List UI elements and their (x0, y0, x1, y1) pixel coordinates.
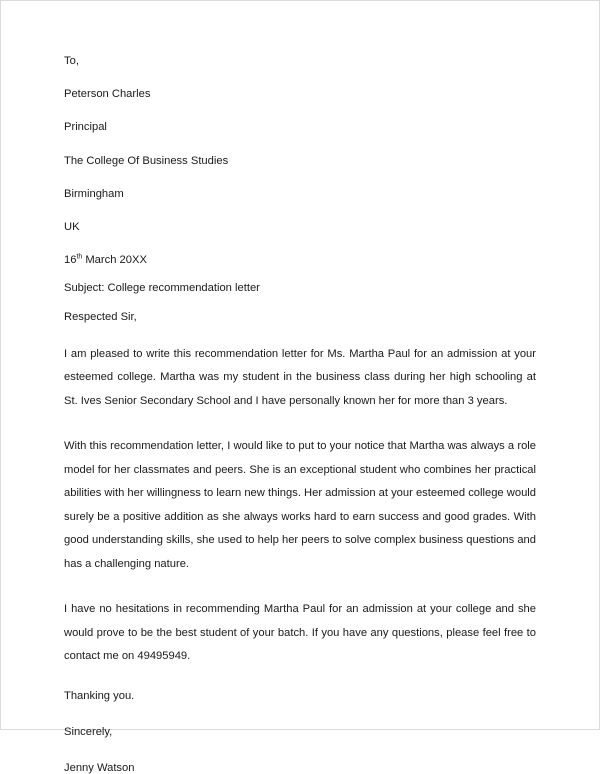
closing-thanks: Thanking you. (64, 689, 135, 702)
recipient-name: Peterson Charles (64, 88, 151, 101)
letter-body (64, 343, 536, 669)
recipient-designation: Principal (64, 121, 107, 134)
body-paragraph-3: I have no hesitations in recommending Martha Paul for an admission at your college and she would prove to be the best student of your batch. If you have any questions, please feel free to contact me on 49495949. (64, 603, 536, 663)
letter-date (64, 255, 536, 266)
date-ordinal-suffix: th (76, 253, 83, 261)
recipient-to-label: To, (64, 55, 79, 67)
recipient-address-block (64, 1, 536, 233)
body-paragraph-1: I am pleased to write this recommendation letter for Ms. Martha Paul for an admission at your esteemed college. Martha was my student in the business class during her high schooling at St. Ives Senior Secondary School and I have personally known her for more than 3 years. (64, 347, 536, 407)
body-paragraph-2: With this recommendation letter, I would like to put to your notice that Martha was always a role model for her classmates and peers. She is an exceptional student who combines her practical abilities with her willingness to learn new things. Her admission at your esteemed college would surely be a positive addition as she always works hard to earn success and good grades. With good understanding skills, she used to help her peers to solve complex business questions and has a challenging nature. (64, 440, 536, 570)
recipient-institution: The College Of Business Studies (64, 154, 229, 167)
date-month-year: March 20XX (82, 254, 147, 267)
letter-salutation: Respected Sir, (64, 310, 137, 323)
letter-content (64, 1, 536, 774)
date-day: 16 (64, 254, 77, 267)
recipient-country: UK (64, 221, 80, 234)
recipient-city: Birmingham (64, 187, 124, 200)
closing-sign-off: Sincerely, (64, 726, 113, 739)
sender-name: Jenny Watson (64, 762, 135, 774)
letter-meta-block (64, 255, 536, 323)
letter-closing-block (64, 691, 536, 774)
letter-subject: Subject: College recommendation letter (64, 282, 260, 295)
